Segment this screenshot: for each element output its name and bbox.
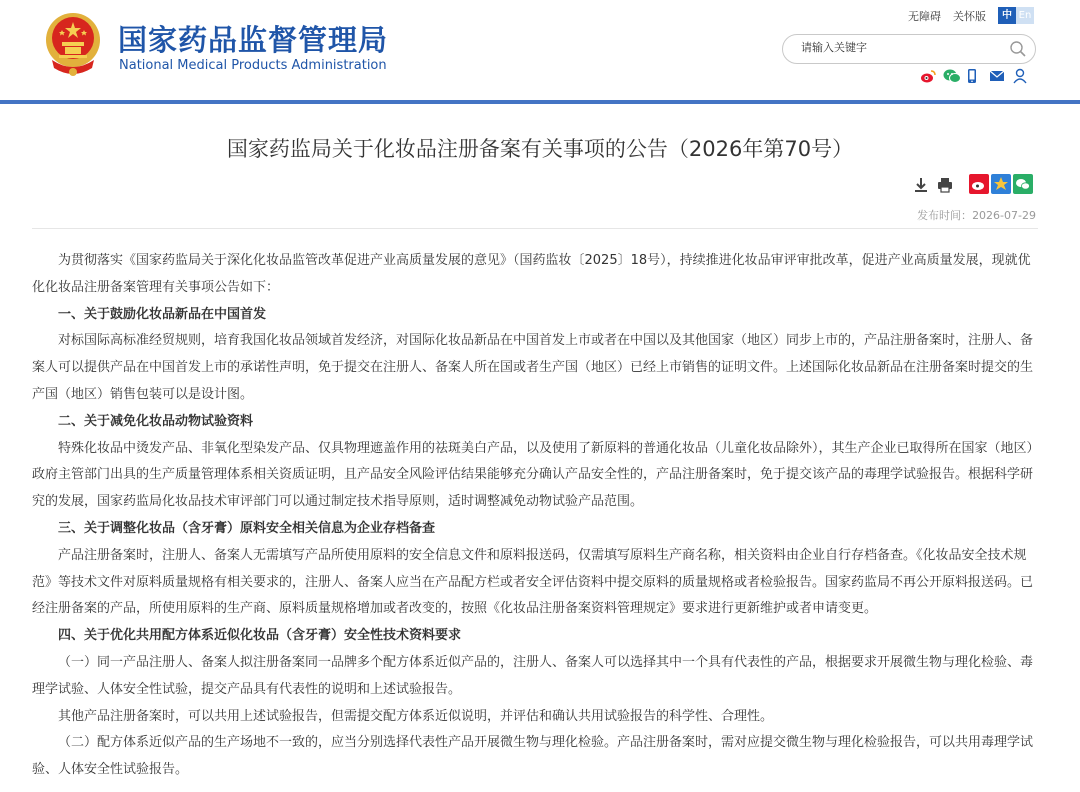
section-heading-1: 一、关于鼓励化妆品新品在中国首发 xyxy=(58,306,267,322)
title-divider xyxy=(32,228,1038,229)
accessibility-link[interactable]: 无障碍 xyxy=(908,9,941,23)
search-icon[interactable] xyxy=(1009,40,1027,58)
article-paragraph: 特殊化妆品中烫发产品、非氧化型染发产品、仅具物理遮盖作用的祛斑美白产品，以及使用了新原料的普通化妆品（儿童化妆品除外），其生产企业已取得所在国家（地区）政府主管部门出具的生产质量管理体系相关资质证明，且产品安全风险评估结果能够充分确认产品安全性的，产品注册备案时，免于提交该产品的毒理学试验报告。根据科学研究的发展，国家药监局化妆品技术审评部门可以通过制定技术指导原则，适时调整减免动物试验产品范围。 xyxy=(32,440,1034,510)
print-icon[interactable] xyxy=(936,176,954,194)
section-heading-2: 二、关于减免化妆品动物试验资料 xyxy=(58,413,254,429)
article-paragraph: （二）配方体系近似产品的生产场地不一致的，应当分别选择代表性产品开展微生物与理化检验。产品注册备案时，需对应提交微生物与理化检验报告，可以共用毒理学试验、人体安全性试验报告。 xyxy=(32,735,1034,778)
site-name-cn[interactable]: 国家药品监督管理局 xyxy=(118,23,389,57)
national-emblem-logo[interactable] xyxy=(42,10,104,78)
search-input[interactable] xyxy=(799,40,1003,55)
download-icon[interactable] xyxy=(912,176,930,194)
user-icon[interactable] xyxy=(1012,68,1028,84)
article-paragraph: 对标国际高标准经贸规则，培育我国化妆品领域首发经济，对国际化妆品新品在中国首发上市或者在中国以及其他国家（地区）同步上市的，产品注册备案时，注册人、备案人可以提供产品在中国首发上市的承诺性声明，免于提交在注册人、备案人所在国或者生产国（地区）已经上市销售的证明文件。上述国际化妆品新品在注册备案时提交的生产国（地区）销售包装可以是设计图。 xyxy=(32,333,1034,402)
lang-en-button[interactable]: En xyxy=(1016,7,1034,24)
lang-zh-button[interactable]: 中 xyxy=(998,7,1016,24)
publish-date-value: 2026-07-29 xyxy=(972,209,1036,222)
social-icons xyxy=(920,68,1028,84)
section-heading-4: 四、关于优化共用配方体系近似化妆品（含牙膏）安全性技术资料要求 xyxy=(58,628,462,644)
site-name-en[interactable]: National Medical Products Administration xyxy=(119,58,387,73)
mobile-icon[interactable] xyxy=(966,68,982,84)
article-title: 国家药监局关于化妆品注册备案有关事项的公告（2026年第70号） xyxy=(226,137,854,161)
top-links xyxy=(908,7,1034,24)
publish-date-label: 发布时间： xyxy=(917,209,973,222)
weibo-icon[interactable] xyxy=(920,68,936,84)
article-body xyxy=(32,248,1038,784)
article-intro: 为贯彻落实《国家药监局关于深化化妆品监管改革促进产业高质量发展的意见》（国药监妆〔2025〕18号），持续推进化妆品审评审批改革，促进产业高质量发展，现就优化化妆品注册备案管理有关事项公告如下： xyxy=(32,253,1031,295)
mail-icon[interactable] xyxy=(989,68,1005,84)
share-wechat-icon[interactable] xyxy=(1013,174,1033,194)
article-paragraph: 其他产品注册备案时，可以共用上述试验报告，但需提交配方体系近似说明，并评估和确认共用试验报告的科学性、合理性。 xyxy=(58,708,774,724)
share-weibo-icon[interactable] xyxy=(969,174,989,194)
wechat-icon[interactable] xyxy=(943,68,959,84)
share-qzone-icon[interactable] xyxy=(991,174,1011,194)
section-heading-3: 三、关于调整化妆品（含牙膏）原料安全相关信息为企业存档备查 xyxy=(58,520,436,536)
header-divider-bar xyxy=(0,100,1080,104)
search-box xyxy=(782,34,1036,64)
article-paragraph: 产品注册备案时，注册人、备案人无需填写产品所使用原料的安全信息文件和原料报送码，仅需填写原料生产商名称，相关资料由企业自行存档备查。《化妆品安全技术规范》等技术文件对原料质量规格有相关要求的，注册人、备案人应当在产品配方栏或者安全评估资料中提交原料的质量规格或者检验报告。国家药监局不再公开原料报送码。已经注册备案的产品，所使用原料的生产商、原料质量规格增加或者改变的，按照《化妆品注册备案资料管理规定》要求进行更新维护或者申请变更。 xyxy=(32,547,1034,617)
article-tools xyxy=(912,176,954,194)
share-icons xyxy=(969,174,1033,194)
site-header xyxy=(0,0,1080,100)
care-edition-link[interactable]: 关怀版 xyxy=(953,9,986,23)
publish-date xyxy=(917,207,1036,223)
article-paragraph: （一）同一产品注册人、备案人拟注册备案同一品牌多个配方体系近似产品的，注册人、备案人可以选择其中一个具有代表性的产品，根据要求开展微生物与理化检验、毒理学试验、人体安全性试验，提交产品具有代表性的说明和上述试验报告。 xyxy=(32,654,1034,697)
